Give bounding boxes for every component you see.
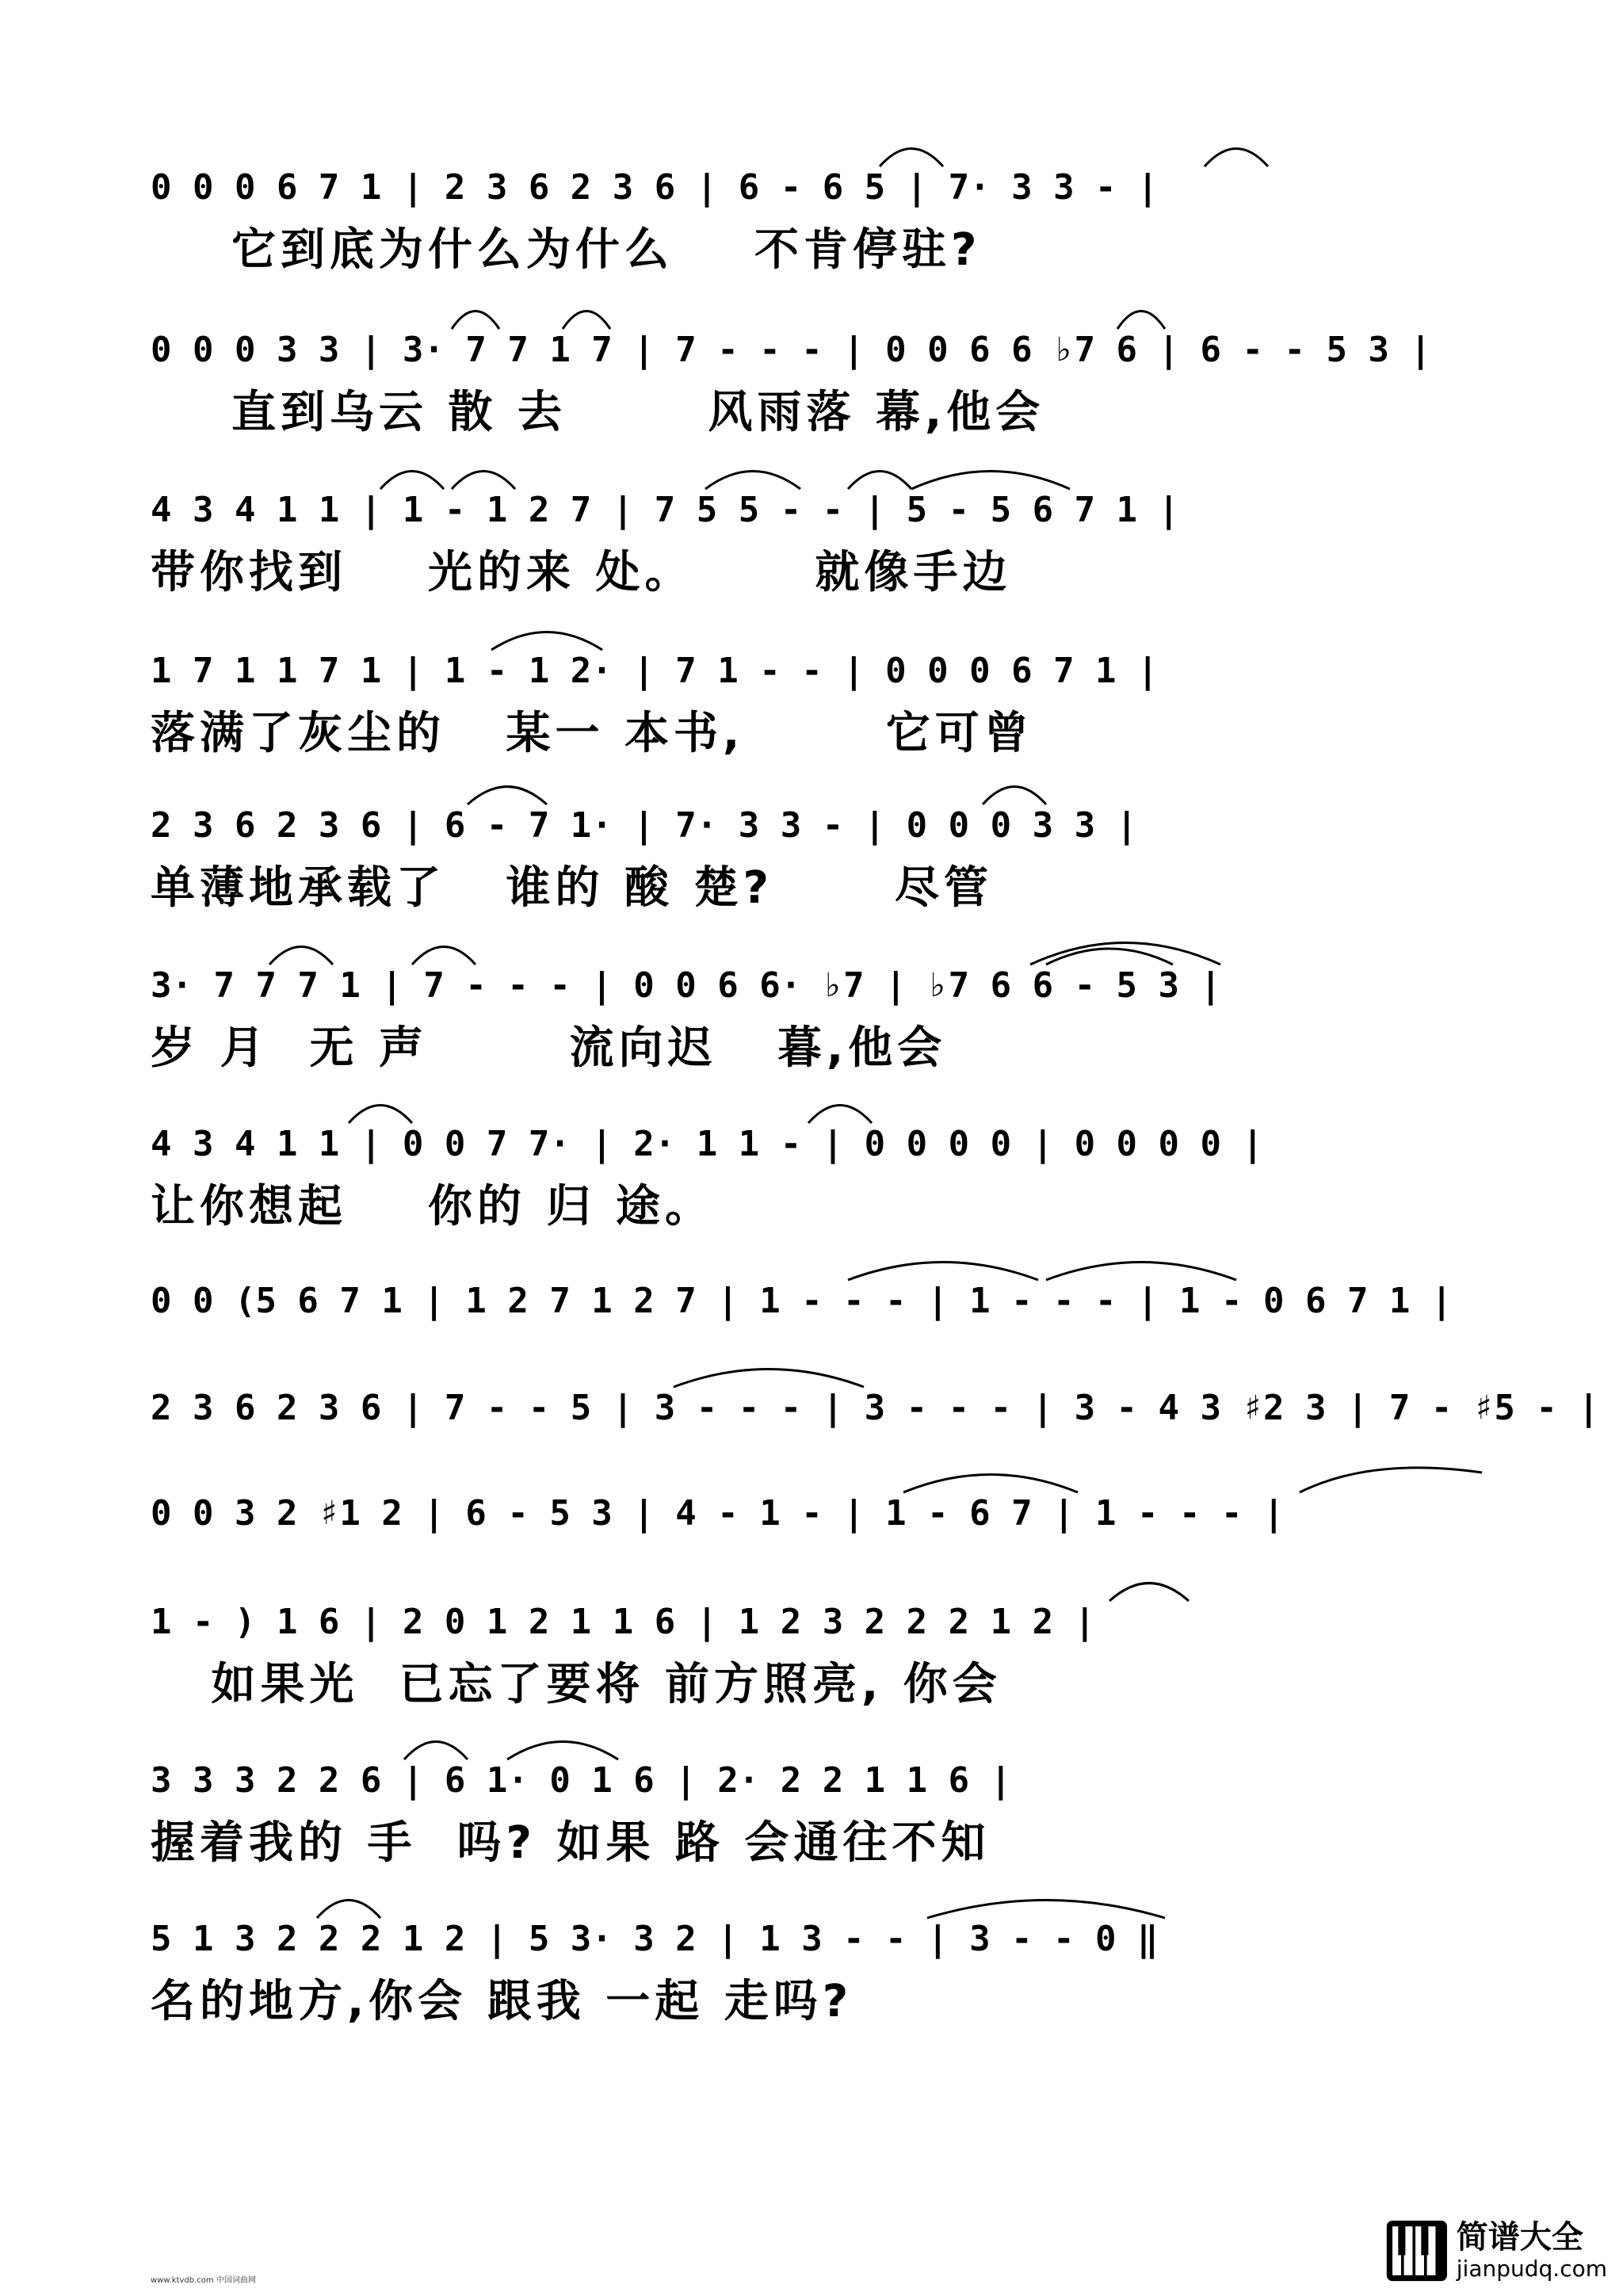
row-lyric: 带你找到 光的来 处。 就像手边	[151, 547, 1012, 598]
score-row-4	[151, 646, 1482, 773]
row-lyric: 如果光 已忘了要将 前方照亮, 你会	[151, 1659, 1002, 1710]
row-notes: 1 - ) 1 6 | 2 0 1 2 1 1 6 | 1 2 3 2 2 2 1 2 |	[151, 1602, 1096, 1642]
piano-keys-icon	[1385, 2216, 1449, 2286]
row-notes: 0 0 (5 6 7 1 | 1 2 7 1 2 7 | 1 - - - | 1 - - - | 1 - 0 6 7 1 |	[151, 1281, 1453, 1321]
row-notes: 1 7 1 1 7 1 | 1 - 1 2· | 7 1 - - | 0 0 0 6 7 1 |	[151, 651, 1159, 691]
row-notes: 0 0 0 6 7 1 | 2 3 6 2 3 6 | 6 - 6 5 | 7· 3 3 - |	[151, 167, 1159, 208]
row-lyric: 它到底为什么为什么 不肯停驻?	[151, 224, 982, 276]
row-notes: 2 3 6 2 3 6 | 7 - - 5 | 3 - - - | 3 - - - | 3 - 4 3 ♯2 3 | 7 - ♯5 - |	[151, 1388, 1599, 1428]
row-lyric: 岁 月 无 声 流向迟 暮,他会	[151, 1022, 947, 1074]
row-notes: 0 0 3 2 ♯1 2 | 6 - 5 3 | 4 - 1 - | 1 - 6 7 | 1 - - - |	[151, 1493, 1285, 1534]
row-notes: 4 3 4 1 1 | 1 - 1 2 7 | 7 5 5 - - | 5 - 5 6 7 1 |	[151, 490, 1180, 530]
row-lyric: 单薄地承载了 谁的 酸 楚? 尽管	[151, 862, 993, 914]
score-row-11	[151, 1597, 1482, 1724]
score-row-12	[151, 1755, 1482, 1882]
score-row-6	[151, 961, 1482, 1087]
logo-text	[1457, 2219, 1607, 2283]
row-notes: 5 1 3 2 2 2 1 2 | 5 3· 3 2 | 1 3 - - | 3 - - 0 ‖	[151, 1919, 1159, 1959]
score-row-1	[151, 162, 1482, 289]
row-lyric: 落满了灰尘的 某一 本书, 它可曾	[151, 708, 1033, 759]
row-lyric: 直到乌云 散 去 风雨落 幕,他会	[151, 387, 1045, 438]
score-row-3	[151, 485, 1482, 612]
logo-title: 简谱大全	[1456, 2219, 1583, 2256]
source-credit: www.ktvdb.com 中国词曲网	[151, 2276, 256, 2285]
row-lyric: 让你想起 你的 归 途。	[151, 1181, 714, 1232]
row-notes: 2 3 6 2 3 6 | 6 - 7 1· | 7· 3 3 - | 0 0 0 3 3 |	[151, 805, 1138, 846]
row-notes: 4 3 4 1 1 | 0 0 7 7· | 2· 1 1 - | 0 0 0 0 | 0 0 0 0 |	[151, 1124, 1263, 1164]
site-logo[interactable]	[1385, 2211, 1607, 2290]
score-row-2	[151, 325, 1482, 452]
row-lyric: 名的地方,你会 跟我 一起 走吗?	[151, 1976, 854, 2027]
row-notes: 3 3 3 2 2 6 | 6 1· 0 1 6 | 2· 2 2 1 1 6 |	[151, 1760, 1012, 1801]
row-notes: 3· 7 7 7 1 | 7 - - - | 0 0 6 6· ♭7 | ♭7 6 6 - 5 3 |	[151, 965, 1222, 1006]
logo-url: jianpudq.com	[1456, 2256, 1607, 2282]
score-row-5	[151, 800, 1482, 927]
score-row-7	[151, 1119, 1482, 1246]
row-lyric: 握着我的 手 吗? 如果 路 会通往不知	[151, 1817, 991, 1869]
row-notes: 0 0 0 3 3 | 3· 7 7 1 7 | 7 - - - | 0 0 6 6 ♭7 6 | 6 - - 5 3 |	[151, 330, 1431, 370]
score-row-13	[151, 1914, 1482, 2041]
